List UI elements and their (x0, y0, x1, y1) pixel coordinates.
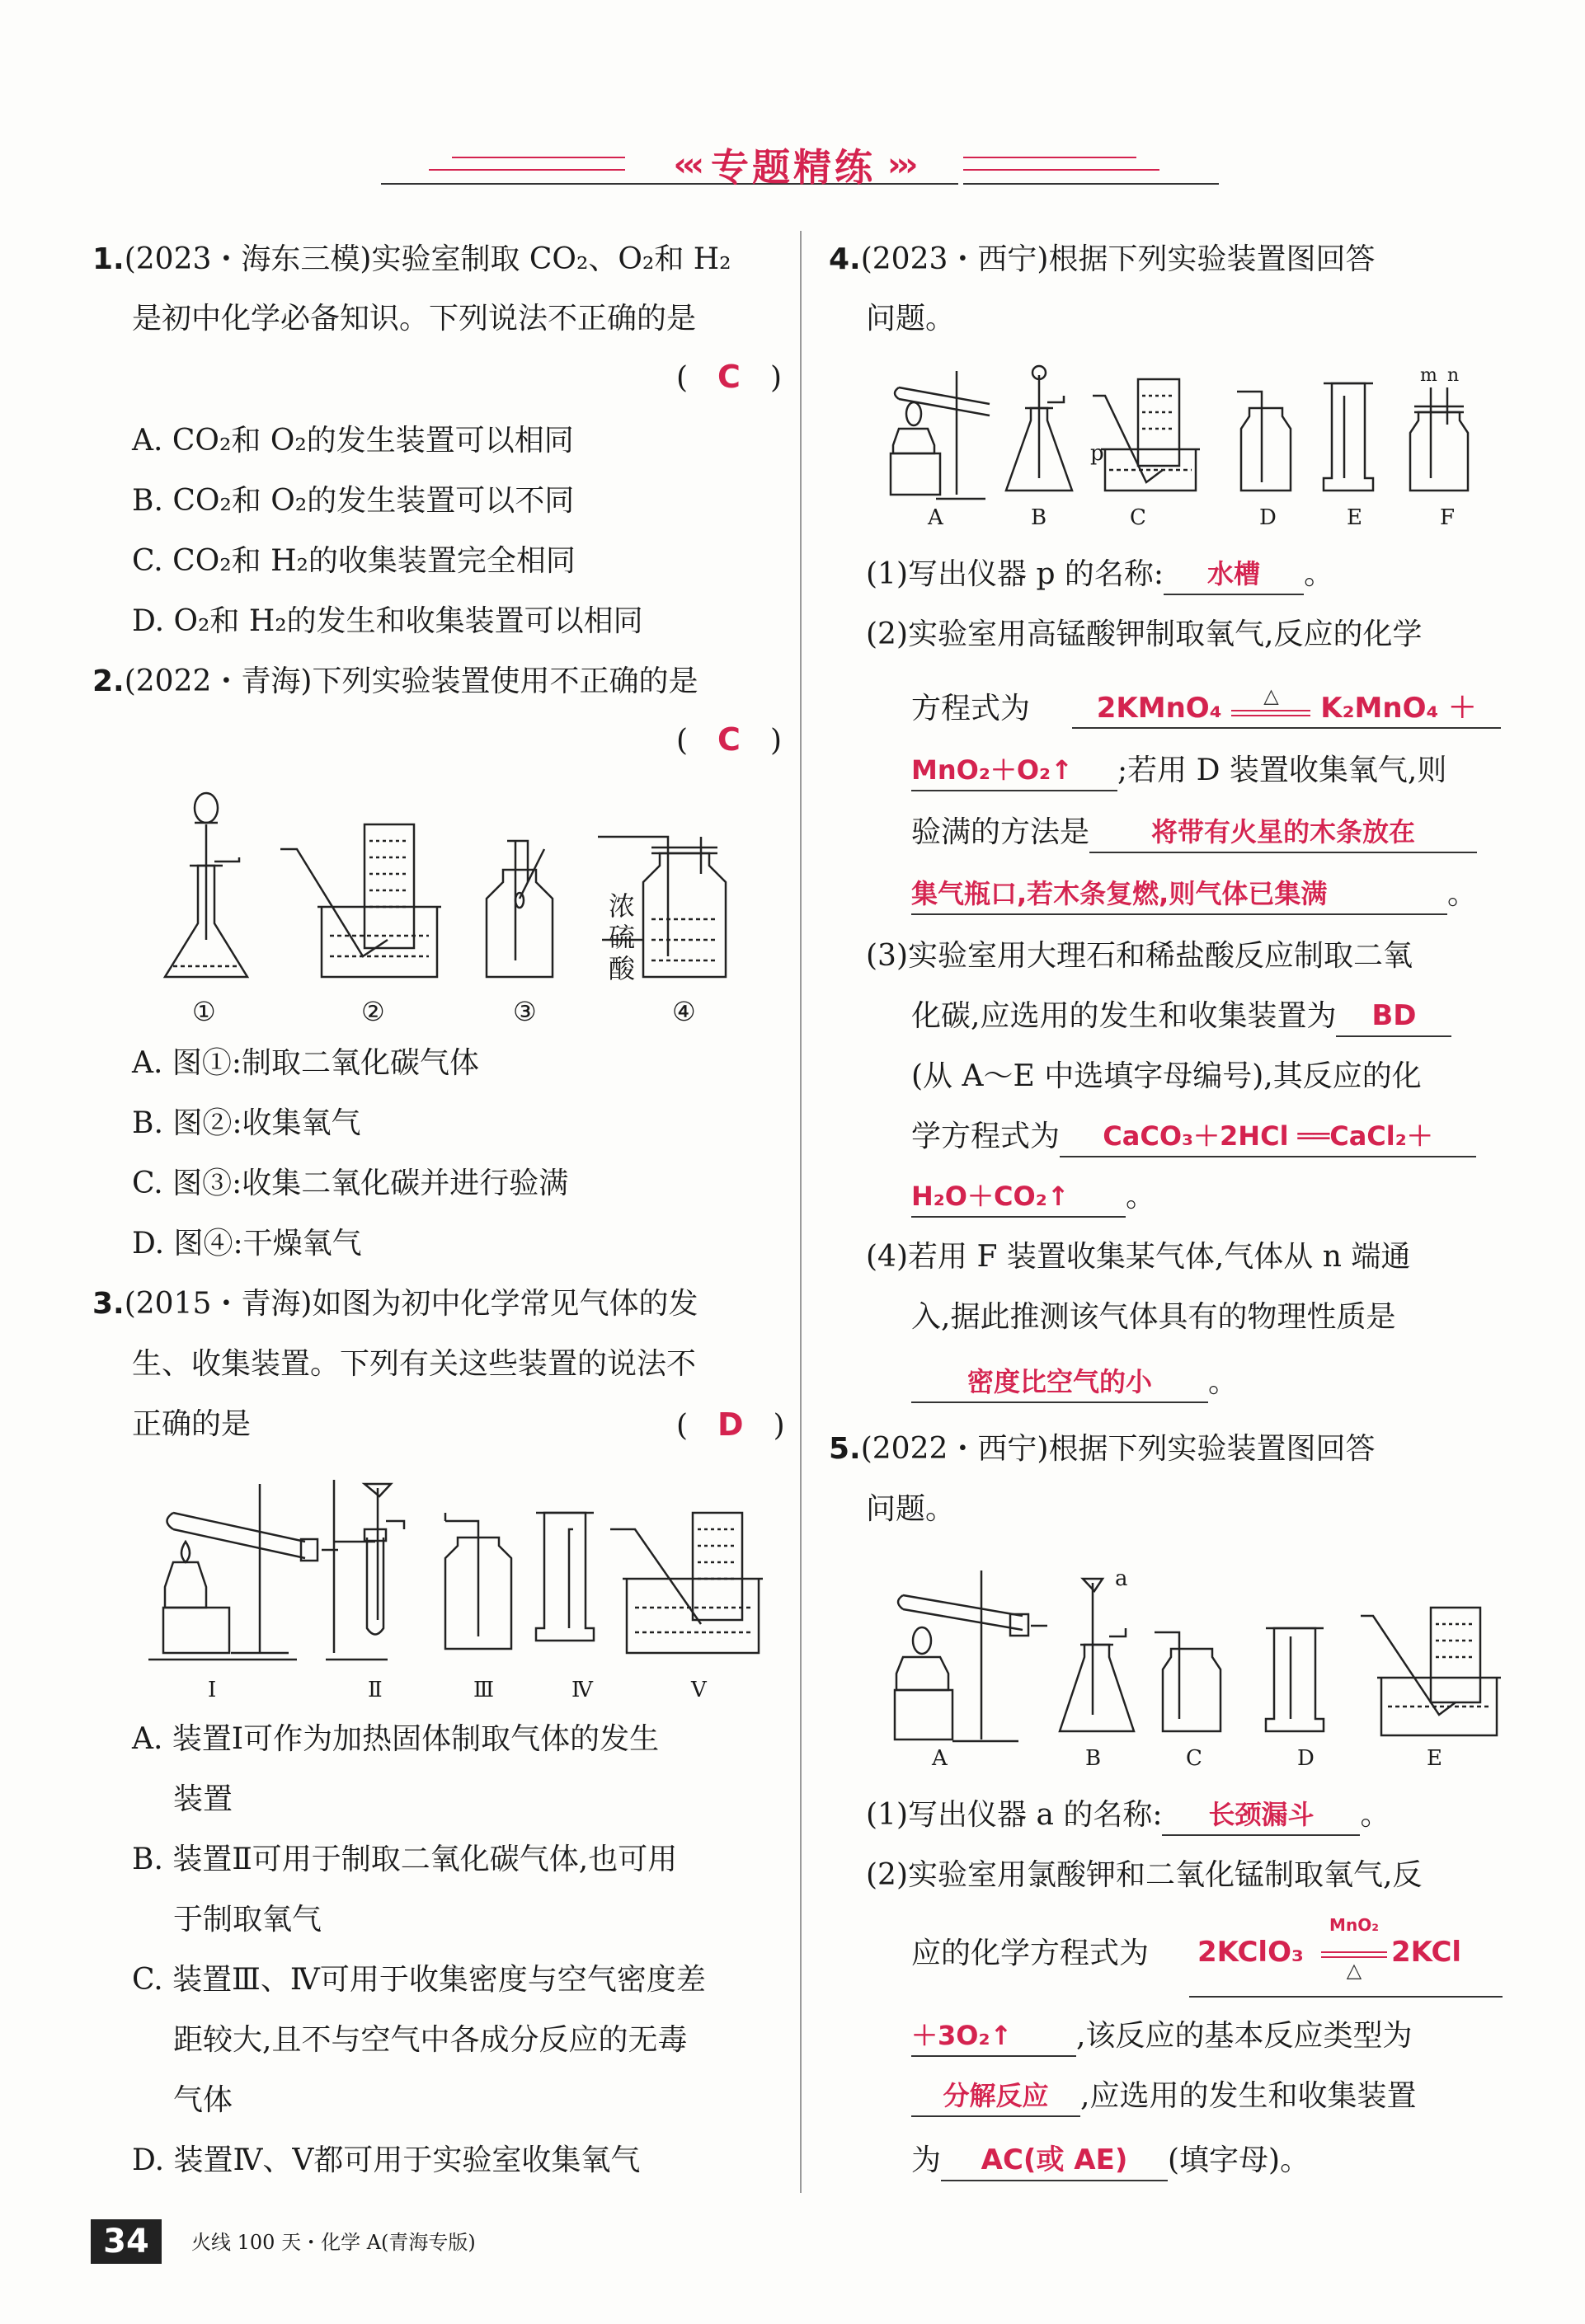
q2-fig-label: ① (192, 996, 216, 1027)
q3-option-c-cont: 气体 (173, 2083, 233, 2117)
q4-part2-line3 (911, 750, 1446, 791)
q1-option-b: B. CO₂和 O₂的发生装置可以不同 (132, 484, 575, 518)
q4-part3-equation: CaCO₃＋2HCl ══CaCl₂＋ (1060, 1118, 1476, 1157)
eq-line (1231, 710, 1310, 711)
period: 。 (1360, 1798, 1390, 1832)
q4-part3-answer: BD (1336, 998, 1451, 1037)
eq-part: 2KClO₃ (1197, 1936, 1304, 1969)
q2-option-c: C. 图③:收集二氧化碳并进行验满 (132, 1167, 569, 1200)
q1-number: 1. (92, 242, 125, 276)
q4-part2-equation (1072, 683, 1501, 729)
q5-part2-line5 (911, 2140, 1310, 2181)
q2-fig-label: ② (361, 996, 385, 1027)
q4-figure (887, 363, 1513, 503)
period: 。 (1126, 1180, 1156, 1214)
q4-part3-text: 化碳,应选用的发生和收集装置为 (911, 999, 1337, 1033)
eq-line (1231, 715, 1310, 716)
q2-fig-label: ④ (672, 996, 696, 1027)
q3-number: 3. (92, 1287, 125, 1321)
q4-stem (829, 239, 1375, 280)
section-title (637, 132, 950, 198)
q4-part1-text: (1)写出仪器 p 的名称: (866, 557, 1164, 591)
q5-part2-type-answer: 分解反应 (911, 2078, 1080, 2117)
period: 。 (1447, 877, 1478, 911)
q4-part1-answer: 水槽 (1164, 556, 1304, 595)
q4-part3-line5 (911, 1176, 1155, 1218)
period: 。 (1304, 557, 1334, 591)
section-title-text: 专题精练 (711, 145, 876, 190)
q4-check-answer: 将带有火星的木条放在 (1089, 814, 1477, 853)
q2-option-b: B. 图②:收集氧气 (132, 1106, 361, 1140)
eq-arrow (1231, 683, 1310, 726)
q4-fig-label: D (1259, 505, 1277, 530)
q4-part2-eq-cont: MnO₂＋O₂↑ (911, 752, 1117, 791)
q4-part2-mid: ;若用 D 装置收集氧气,则 (1117, 754, 1447, 787)
q1-answer: ( C ) (676, 359, 782, 395)
q2-figure (148, 775, 775, 989)
q2-option-a: A. 图①:制取二氧化碳气体 (132, 1046, 480, 1080)
q1-stem (92, 239, 731, 280)
q4-part2-line1: (2)实验室用高锰酸钾制取氧气,反应的化学 (866, 617, 1423, 651)
q2-stem (92, 661, 698, 702)
q4-stem-line: 问题。 (866, 302, 956, 336)
q5-part1 (866, 1795, 1390, 1836)
q3-stem (92, 1284, 698, 1325)
q2-fig-text (609, 890, 635, 984)
q3-answer-letter: D (717, 1406, 744, 1443)
q2-stem-text: (2022・青海)下列实验装置使用不正确的是 (124, 664, 698, 698)
q5-part2-line3 (911, 2016, 1412, 2057)
q2-fig-label: ③ (513, 996, 537, 1027)
fig-char: 硫 (609, 922, 636, 953)
q4-part2-prefix: 方程式为 (911, 692, 1031, 725)
q4-mark-p: p (1090, 441, 1104, 466)
q5-part2-choice-answer: AC(或 AE) (941, 2142, 1168, 2181)
q4-check-answer-cont: 集气瓶口,若木条复燃,则气体已集满 (911, 876, 1447, 915)
q4-part1 (866, 554, 1333, 595)
q3-stem-line: 正确的是 (132, 1407, 252, 1441)
eq-condition: △ (1263, 683, 1279, 707)
footer-text: 火线 100 天・化学 A(青海专版) (191, 2231, 476, 2254)
q3-fig-label: Ⅱ (368, 1678, 383, 1702)
q4-part2-check-cont (911, 874, 1477, 915)
q5-fig-label: E (1427, 1746, 1442, 1771)
q3-fig-label: Ⅳ (571, 1678, 593, 1702)
q3-stem-line: 生、收集装置。下列有关这些装置的说法不 (132, 1347, 697, 1381)
left-chevrons: ‹‹‹ (673, 146, 699, 184)
q1-stem-line: (2023・海东三模)实验室制取 CO₂、O₂和 H₂ (124, 242, 731, 276)
q5-part2-prefix: 应的化学方程式为 (911, 1937, 1150, 1970)
q5-part2-line4 (911, 2076, 1416, 2117)
eq-catalyst: MnO₂ (1329, 1915, 1379, 1935)
q4-fig-label: C (1130, 505, 1146, 530)
header-rule (963, 169, 1159, 171)
q4-mark-m: m (1420, 365, 1437, 386)
q1-option-a: A. CO₂和 O₂的发生装置可以相同 (132, 424, 574, 458)
q1-option-c: C. CO₂和 H₂的收集装置完全相同 (132, 544, 576, 578)
q3-option-b: B. 装置Ⅱ可用于制取二氧化碳气体,也可用 (132, 1843, 678, 1876)
q5-part2-eq-cont: ＋3O₂↑ (911, 2017, 1076, 2057)
q4-fig-label: B (1031, 505, 1047, 530)
q3-fig-label: Ⅴ (691, 1678, 707, 1702)
column-divider (800, 231, 802, 2193)
q3-option-a: A. 装置Ⅰ可作为加热固体制取气体的发生 (132, 1722, 660, 1756)
q3-answer: ( D ) (676, 1406, 785, 1443)
q5-part1-text: (1)写出仪器 a 的名称: (866, 1798, 1163, 1832)
q5-figure (887, 1566, 1513, 1748)
q3-stem-line: (2015・青海)如图为初中化学常见气体的发 (124, 1287, 698, 1321)
q3-fig-label: Ⅲ (473, 1678, 495, 1702)
eq-line (1321, 1951, 1387, 1953)
q5-part2-line1: (2)实验室用氯酸钾和二氧化锰制取氧气,反 (866, 1858, 1423, 1892)
period: 。 (1208, 1365, 1239, 1399)
header-rule (963, 157, 1136, 158)
q1-stem-line: 是初中化学必备知识。下列说法不正确的是 (132, 302, 697, 336)
q3-option-b-cont: 于制取氧气 (173, 1903, 322, 1937)
q5-stem-line: (2022・西宁)根据下列实验装置图回答 (860, 1432, 1376, 1466)
right-chevrons: ››› (887, 146, 914, 184)
q4-part3-line1: (3)实验室用大理石和稀盐酸反应制取二氧 (866, 939, 1413, 973)
q4-number: 4. (829, 242, 861, 276)
q4-check-prefix: 验满的方法是 (911, 815, 1090, 849)
q4-fig-label: F (1440, 505, 1456, 530)
q4-fig-label: A (928, 505, 943, 530)
fig-char: 浓 (609, 890, 636, 922)
q4-part4-answer: 密度比空气的小 (911, 1364, 1208, 1403)
q1-answer-letter: C (717, 359, 741, 395)
q3-option-c-cont: 距较大,且不与空气中各成分反应的无毒 (173, 2023, 688, 2057)
q3-fig-label: Ⅰ (208, 1678, 217, 1702)
q5-part2-wei: 为 (911, 2143, 942, 2177)
header-rule (452, 157, 625, 158)
q5-fig-label: A (932, 1746, 948, 1771)
q4-mark-n: n (1447, 365, 1460, 386)
q5-fig-label: B (1085, 1746, 1102, 1771)
q5-fig-label: D (1297, 1746, 1315, 1771)
header-rule (429, 169, 625, 171)
eq-part: K₂MnO₄ ＋ (1320, 692, 1477, 725)
q4-part3-line3: (从 A～E 中选填字母编号),其反应的化 (911, 1059, 1422, 1093)
q4-part4-line2: 入,据此推测该气体具有的物理性质是 (911, 1300, 1396, 1334)
q4-fig-label: E (1347, 505, 1362, 530)
q2-answer: ( C ) (676, 721, 782, 758)
q5-fig-label: C (1186, 1746, 1202, 1771)
q5-stem (829, 1429, 1375, 1470)
q4-part2-check (911, 812, 1477, 853)
q4-part3-line2 (911, 996, 1451, 1037)
q5-part1-answer: 长颈漏斗 (1162, 1796, 1360, 1836)
q3-option-d: D. 装置Ⅳ、Ⅴ都可用于实验室收集氧气 (132, 2143, 641, 2177)
q4-part4-line1: (4)若用 F 装置收集某气体,气体从 n 端通 (866, 1240, 1411, 1274)
q5-part2-tail: ,应选用的发生和收集装置 (1080, 2079, 1417, 2113)
q4-part4-line3 (911, 1362, 1238, 1403)
q4-part3-line4 (911, 1116, 1476, 1157)
q5-part2-fill-note: (填字母)。 (1168, 2143, 1310, 2177)
header-rule (963, 183, 1219, 185)
q2-option-d: D. 图④:干燥氧气 (132, 1227, 362, 1261)
q1-option-d: D. O₂和 H₂的发生和收集装置可以相同 (132, 604, 643, 638)
q2-answer-letter: C (717, 721, 741, 758)
q3-option-a-cont: 装置 (173, 1782, 233, 1816)
q2-number: 2. (92, 664, 125, 698)
eq-part: 2KMnO₄ (1096, 692, 1222, 725)
q4-part3-text: 学方程式为 (911, 1120, 1061, 1153)
q5-part2-mid: ,该反应的基本反应类型为 (1076, 2019, 1413, 2053)
fig-char: 酸 (609, 953, 636, 984)
q5-part2-equation (1189, 1915, 1503, 1998)
eq-part: 2KCl (1391, 1936, 1462, 1969)
page-number: 34 (91, 2219, 162, 2264)
eq-condition: △ (1346, 1959, 1362, 1982)
q5-number: 5. (829, 1432, 861, 1466)
q5-stem-line: 问题。 (866, 1492, 956, 1526)
q4-part3-equation-cont: H₂O＋CO₂↑ (911, 1178, 1126, 1218)
q5-mark-a: a (1115, 1566, 1128, 1591)
q3-option-c: C. 装置Ⅲ、Ⅳ可用于收集密度与空气密度差 (132, 1963, 706, 1997)
q3-figure (148, 1463, 775, 1669)
q4-stem-line: (2023・西宁)根据下列实验装置图回答 (860, 242, 1376, 276)
